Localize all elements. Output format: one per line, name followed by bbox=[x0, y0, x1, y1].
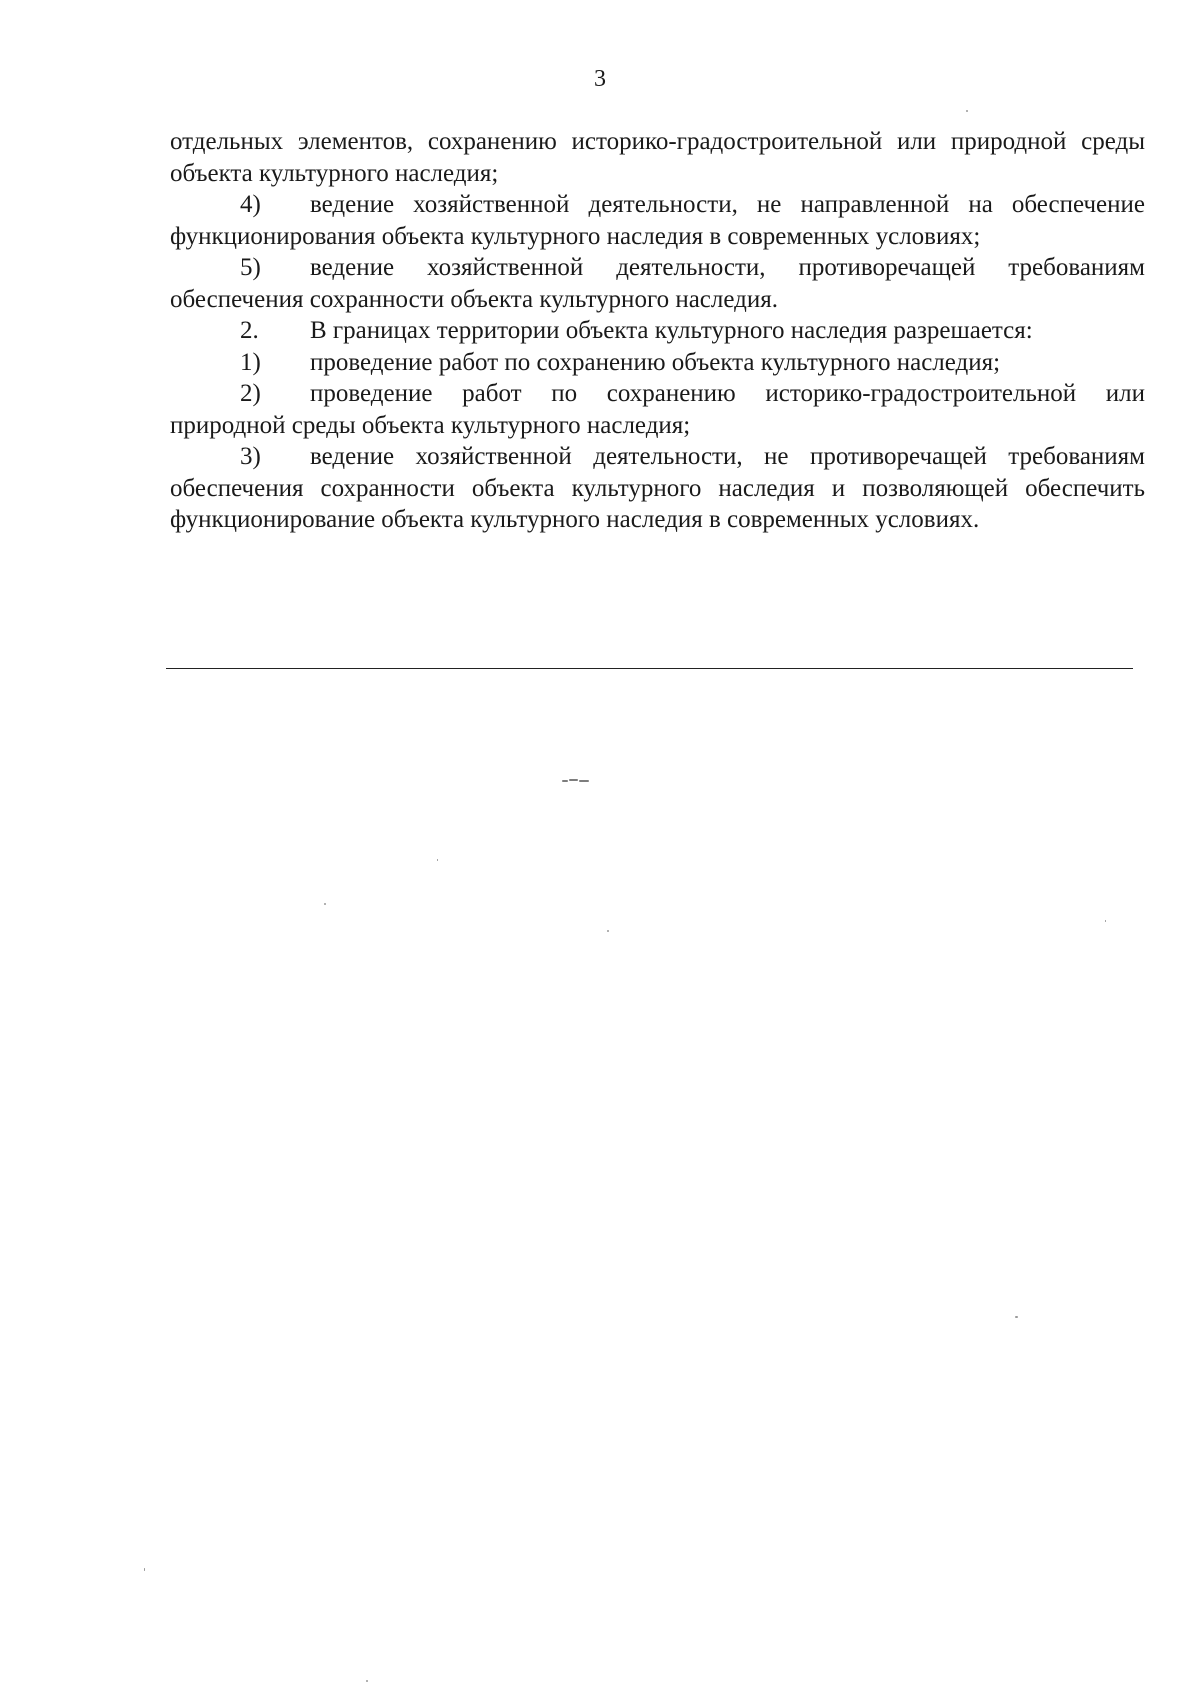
paragraph-continued: отдельных элементов, сохранению историко-градостроительной или природной среды объекта культурного наследия; bbox=[170, 128, 1145, 187]
list-item-number: 4) bbox=[240, 191, 261, 218]
scan-speck bbox=[324, 903, 326, 905]
section-2-heading bbox=[170, 315, 1145, 347]
list-item-2 bbox=[170, 378, 1145, 441]
list-item-1 bbox=[170, 347, 1145, 379]
list-item-text: ведение хозяйственной деятельности, не противоречащей требованиям обеспечения сохранности объекта культурного наследия и позволяющей обеспечить функционирование объекта культурного наследия в современных условиях. bbox=[170, 443, 1145, 533]
list-item-5 bbox=[170, 252, 1145, 315]
end-of-text-rule bbox=[166, 668, 1133, 669]
list-item-text: проведение работ по сохранению историко-градостроительной или природной среды объекта культурного наследия; bbox=[170, 380, 1145, 439]
scan-speck bbox=[966, 110, 968, 112]
list-item-number: 3) bbox=[240, 443, 261, 470]
scan-speck bbox=[437, 859, 438, 861]
list-item-3 bbox=[170, 441, 1145, 536]
scan-artifact-mark bbox=[562, 778, 590, 782]
scan-speck bbox=[366, 1680, 368, 1682]
scan-speck bbox=[144, 1568, 145, 1571]
list-item-text: проведение работ по сохранению объекта культурного наследия; bbox=[310, 348, 1001, 376]
scan-speck bbox=[1015, 1316, 1018, 1318]
section-number: 2. bbox=[240, 317, 259, 344]
list-item-4 bbox=[170, 189, 1145, 252]
list-item-text: ведение хозяйственной деятельности, не направленной на обеспечение функционирования объекта культурного наследия в современных условиях; bbox=[170, 191, 1145, 250]
page-number: 3 bbox=[594, 66, 606, 92]
list-item-number: 2) bbox=[240, 380, 261, 407]
list-item-text: ведение хозяйственной деятельности, противоречащей требованиям обеспечения сохранности объекта культурного наследия. bbox=[170, 254, 1145, 313]
document-body bbox=[170, 126, 1145, 536]
list-item-number: 1) bbox=[240, 348, 261, 376]
section-text: В границах территории объекта культурного наследия разрешается: bbox=[310, 317, 1033, 344]
scan-speck bbox=[607, 930, 609, 932]
scan-speck bbox=[1105, 920, 1106, 922]
list-item-number: 5) bbox=[240, 254, 261, 281]
